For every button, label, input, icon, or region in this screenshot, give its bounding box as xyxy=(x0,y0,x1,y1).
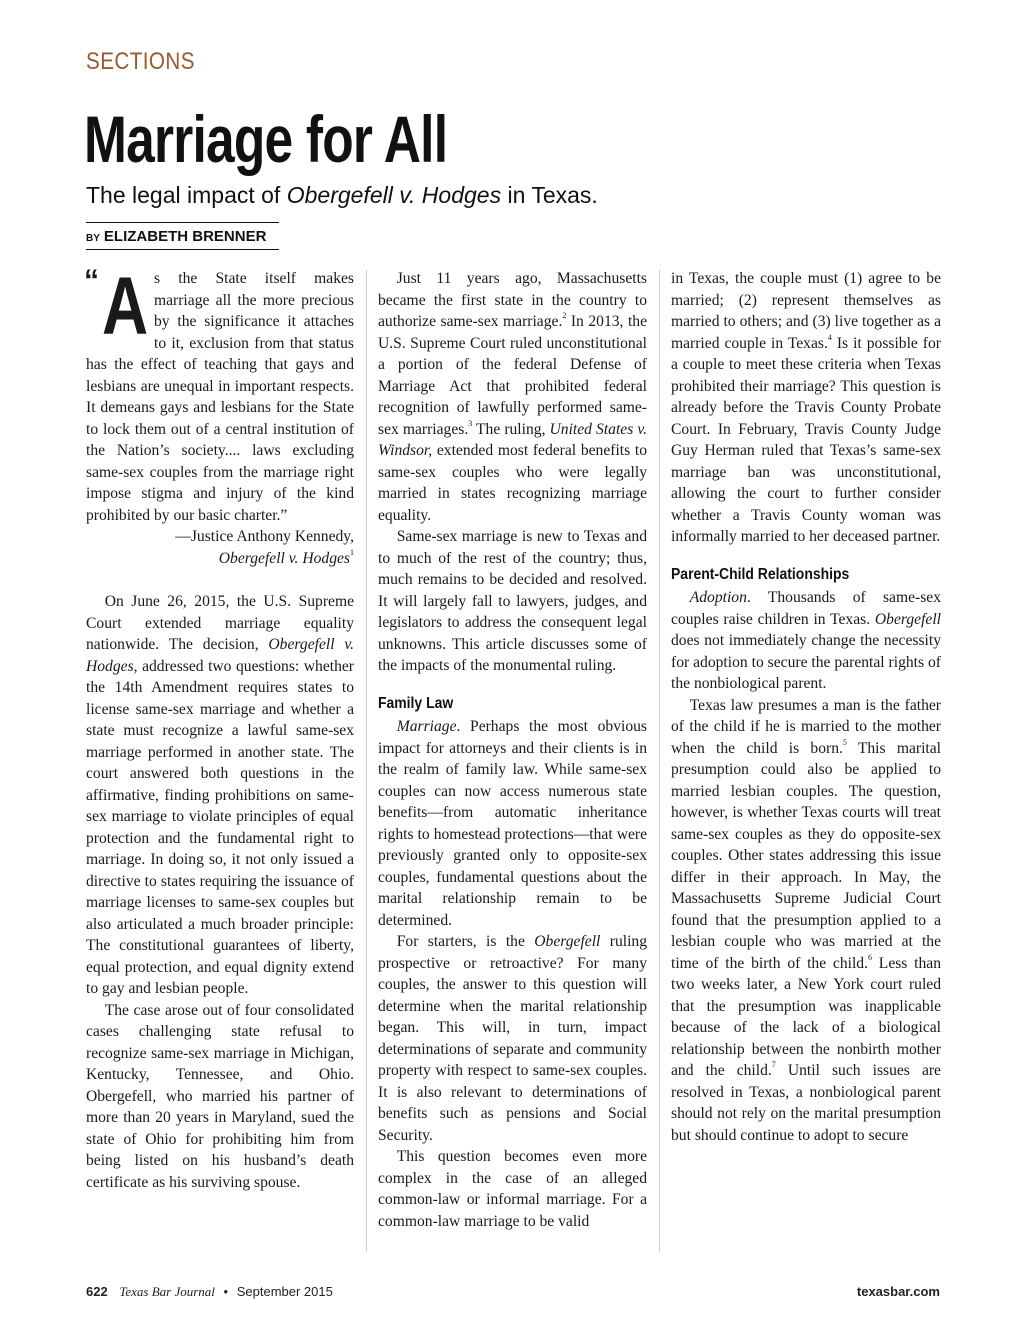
footnote-ref: 6 xyxy=(868,952,873,962)
subtitle-post: in Texas. xyxy=(501,182,598,208)
footnote-ref: 3 xyxy=(468,418,473,428)
section-heading-family-law: Family Law xyxy=(378,694,454,712)
paragraph-text: The ruling, xyxy=(472,420,550,438)
page-footer xyxy=(86,1284,940,1300)
case-name: Obergefell xyxy=(534,933,601,950)
drop-cap: A xyxy=(102,261,149,352)
article-subtitle xyxy=(86,182,598,209)
footnote-ref: 4 xyxy=(827,332,832,342)
paragraph: This question becomes even more complex in the case of an alleged common-law or informal marriage. For a common-law marriage to be valid xyxy=(378,1148,647,1230)
paragraph-text: Less than two weeks later, a New York court ruled that the presumption was inapplicable because of the lack of a biological relationship between the nonbirth mother and the child. xyxy=(671,954,942,1079)
byline-by: BY xyxy=(86,233,100,244)
issue-date: September 2015 xyxy=(236,1284,333,1299)
section-heading-parent-child: Parent-Child Relationships xyxy=(671,565,850,583)
paragraph-text: Thousands of same-sex couples raise children in Texas. xyxy=(671,589,942,628)
article-title: Marriage for All xyxy=(84,102,448,176)
byline-author: ELIZABETH BRENNER xyxy=(103,228,267,245)
subtitle-case-name: Obergefell v. Hodges xyxy=(286,182,502,208)
paragraph-text: Until such issues are resolved in Texas, a nonbiological parent should not rely on the marital presumption but should continue to adopt to secure xyxy=(671,1062,941,1144)
paragraph xyxy=(86,591,354,1000)
paragraph-text: . xyxy=(746,589,768,606)
paragraph-text: , addressed two questions: whether the 14th Amendment requires states to license same-sex marriage and whether a state must recognize a lawful same-sex marriage performed in another state. The court answered both questions in the affirmative, finding prohibitions on same-sex marriage to violate principles of equal protection and the fundamental right to marriage. In doing so, it not only issued a directive to states requiring the issuance of marriage licenses to same-sex couples but also articulated a much broader principle: The constitutional guarantees of liberty, equal protection, and equal dignity extend to gay and lesbian people. xyxy=(86,657,354,997)
paragraph xyxy=(671,695,941,1147)
subtitle-pre: The legal impact of xyxy=(86,182,287,208)
section-label: SECTIONS xyxy=(86,48,195,75)
paragraph-text: Is it possible for a couple to meet these criteria when Texas prohibited their marriage? This question is already before the Travis County Probate Court. In February, Travis County Judge Guy Herman ruled that Texas’s same-sex marriage ban was unconstitutional, allowing the court to further consider whether a Travis County woman was informally married to her deceased partner. xyxy=(671,334,941,545)
journal-name: Texas Bar Journal xyxy=(119,1284,215,1299)
column-1 xyxy=(84,261,354,1193)
paragraph: Same-sex marriage is new to Texas and to much of the rest of the country; thus, much remains to be decided and resolved. It will largely fall to lawyers, judges, and legislators to address the consequent legal unknowns. This article discusses some of the impacts of the monumental ruling. xyxy=(378,528,647,674)
site-link[interactable]: texasbar.com xyxy=(856,1284,940,1299)
paragraph-text: Perhaps the most obvious impact for attorneys and their clients is in the realm of family law. While same-sex couples can now access numerous state benefits—from automatic inheritance rights to homestead protections—that were previously granted only to opposite-sex couples, fundamental questions about the marital relationship remain to be determined. xyxy=(378,718,647,929)
run-in-head: Marriage xyxy=(396,718,457,735)
byline xyxy=(86,228,266,245)
paragraph: The case arose out of four consolidated cases challenging state refusal to recognize same-sex marriage in Michigan, Kentucky, Tennessee, and Ohio. Obergefell, who married his partner of more than 20 years in Maryland, sued the state of Ohio for prohibiting him from being listed on his husband’s death certificate as his surviving spouse. xyxy=(86,1001,354,1191)
paragraph xyxy=(378,268,647,526)
paragraph xyxy=(671,587,941,695)
paragraph-text: does not immediately change the necessity for adoption to secure the parental rights of the nonbiological parent. xyxy=(671,632,941,692)
paragraph xyxy=(378,931,647,1146)
case-name: United States v. Windsor, xyxy=(378,420,648,459)
paragraph-text: On June 26, 2015, the U.S. Supreme Court extended marriage equality nationwide. The decision, xyxy=(86,593,354,653)
quote-text: s the State itself makes marriage all the more precious by the significance it attaches to it, exclusion from that status has the effect of teaching that gays and lesbians are unequal in important respects. It demeans gays and lesbians for the State to lock them out of a central institution of the Nation’s society.... laws excluding same-sex couples from the marriage right impose stigma and injury of the kind prohibited by our basic charter.” xyxy=(86,270,354,524)
paragraph xyxy=(378,716,647,931)
column-2 xyxy=(378,268,647,1232)
footnote-ref: 1 xyxy=(350,547,354,557)
paragraph-text: ruling prospective or retroactive? For many couples, the answer to this question will determine when the marital relationship began. This will, in turn, impact determinations of separate and community property with respect to same-sex couples. It is also relevant to determinations of benefits such as pensions and Social Security. xyxy=(378,933,647,1144)
quote-attribution: —Justice Anthony Kennedy, xyxy=(175,528,354,545)
paragraph-text: . xyxy=(456,718,471,735)
paragraph xyxy=(671,268,941,548)
quote-source xyxy=(86,548,354,570)
paragraph-text: in Texas, the couple must (1) agree to be married; (2) represent themselves as married to others; and (3) live together as a married couple in Texas. xyxy=(671,270,941,352)
column-divider xyxy=(659,270,660,1252)
pull-quote xyxy=(84,261,354,526)
quote-source-case: Obergefell v. Hodges xyxy=(218,549,350,567)
paragraph-text: Texas law presumes a man is the father of the child if he is married to the mother when the child is born. xyxy=(671,696,941,757)
byline-top-rule xyxy=(86,222,279,223)
run-in-head: Adoption xyxy=(689,589,747,606)
column-3 xyxy=(671,268,941,1146)
case-name: Obergefell xyxy=(874,610,941,628)
footnote-ref: 7 xyxy=(771,1060,776,1069)
byline-bottom-rule xyxy=(86,249,279,250)
paragraph-text: For starters, is the xyxy=(396,933,535,950)
column-divider xyxy=(366,270,367,1252)
footnote-ref: 2 xyxy=(562,311,567,320)
footer-bullet: • xyxy=(223,1284,229,1299)
page-number: 622 xyxy=(86,1284,108,1299)
paragraph-text: Just 11 years ago, Massachusetts became the first state in the country to authorize same-sex marriage. xyxy=(378,270,647,330)
paragraph-text: This marital presumption could also be applied to married lesbian couples. The question, however, is whether Texas courts will treat same-sex couples as they do opposite-sex couples. Other states addressing this issue differ in their approach. In May, the Massachusetts Supreme Judicial Court found that the presumption applied to a lesbian couple who was married at the time of the birth of the child. xyxy=(671,739,941,972)
quote-open-mark: “ xyxy=(84,264,99,297)
paragraph-text: In 2013, the U.S. Supreme Court ruled unconstitutional a portion of the federal Defense of Marriage Act that prohibited federal recognition of lawfully performed same-sex marriages. xyxy=(378,313,647,438)
paragraph-text: extended most federal benefits to same-sex couples who were legally married in states recognizing marriage equality. xyxy=(378,442,647,524)
case-name: Obergefell v. Hodges xyxy=(86,636,354,675)
footnote-ref: 5 xyxy=(842,737,847,747)
